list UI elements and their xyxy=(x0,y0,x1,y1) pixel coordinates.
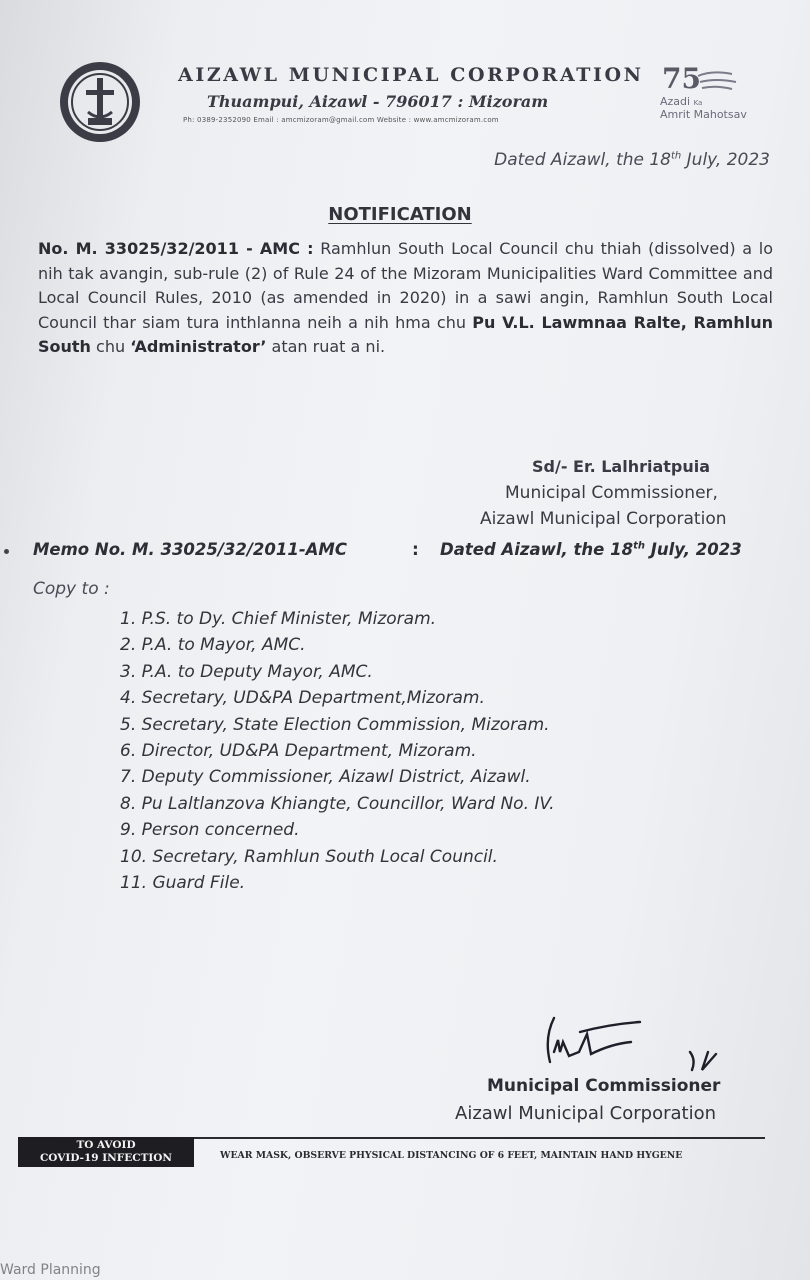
list-item: 10. Secretary, Ramhlun South Local Council. xyxy=(120,846,498,867)
azadi-logo-text xyxy=(660,96,747,121)
covid-label-box xyxy=(18,1137,194,1167)
covid-label-line2: COVID-19 INFECTION xyxy=(39,1152,173,1164)
notification-title-text: NOTIFICATION xyxy=(328,204,472,225)
body-text-1: Ramhlun South Local Council chu thiah (dissolved) a lo nih tak avangin, sub-rule (2) of Rule 24 of the Mizoram Municipalities Ward Committee and Local Council Rules, 2010 (as amended in 2020) in a sawi angin, Ramhlun South Local Council thar siam tura inthlanna neih a nih hma chu xyxy=(38,239,774,332)
signature-office: Aizawl Municipal Corporation xyxy=(455,1103,716,1124)
list-item: 4. Secretary, UD&PA Department,Mizoram. xyxy=(120,688,485,709)
memo-date-prefix: Dated Aizawl, the 18 xyxy=(440,540,634,559)
memo-number: Memo No. M. 33025/32/2011-AMC xyxy=(33,540,347,559)
svg-text:75: 75 xyxy=(662,62,701,95)
signatory-designation: Municipal Commissioner, xyxy=(505,483,718,503)
amc-seal-logo xyxy=(58,60,142,144)
notification-title xyxy=(0,204,800,225)
notification-date-prefix: Dated Aizawl, the 18 xyxy=(494,150,671,170)
notification-date xyxy=(494,150,770,170)
memo-date xyxy=(440,540,742,559)
list-item: 6. Director, UD&PA Department, Mizoram. xyxy=(120,740,477,761)
administrator-title: ‘Administrator’ xyxy=(130,337,267,356)
list-item: 5. Secretary, State Election Commission, Mizoram. xyxy=(120,714,550,735)
list-item: 3. P.A. to Deputy Mayor, AMC. xyxy=(120,661,373,682)
signature-designation: Municipal Commissioner xyxy=(487,1076,721,1096)
azadi-text-line1: Azadi xyxy=(660,95,691,108)
list-item: 11. Guard File. xyxy=(120,872,246,893)
org-address: Thuampui, Aizawl - 796017 : Mizoram xyxy=(207,92,549,111)
list-item: 1. P.S. to Dy. Chief Minister, Mizoram. xyxy=(120,609,437,629)
body-text-2: chu xyxy=(90,337,131,356)
notification-date-sup: th xyxy=(671,150,682,162)
org-name: AIZAWL MUNICIPAL CORPORATION xyxy=(178,64,644,86)
administrator-name: Pu V.L. Lawmnaa Ralte, Ramhlun South xyxy=(38,312,774,356)
body-text-3: atan ruat a ni. xyxy=(266,337,386,356)
memo-date-sup: th xyxy=(633,540,645,552)
memo-date-suffix: July, 2023 xyxy=(644,540,742,559)
list-item: 2. P.A. to Mayor, AMC. xyxy=(120,635,306,656)
signatory-office: Aizawl Municipal Corporation xyxy=(480,509,727,529)
azadi-text-ka: Ka xyxy=(693,99,703,107)
notification-date-suffix: July, 2023 xyxy=(681,150,770,170)
covid-label-line1: TO AVOID xyxy=(76,1139,136,1151)
signatory-block xyxy=(480,454,770,532)
memo-separator: : xyxy=(412,540,419,560)
list-item: 7. Deputy Commissioner, Aizawl District, Aizawl. xyxy=(120,767,531,788)
list-item: 9. Person concerned. xyxy=(120,820,300,841)
copy-to-list xyxy=(120,606,780,896)
copy-to-label: Copy to : xyxy=(33,579,110,599)
next-page-fragment: Ward Planning xyxy=(0,1262,101,1278)
list-item: 8. Pu Laltlanzova Khiangte, Councillor, Ward No. IV. xyxy=(120,793,555,814)
org-contact: Ph: 0389-2352090 Email : amcmizoram@gmail.com Website : www.amcmizoram.com xyxy=(183,116,499,124)
margin-mark xyxy=(4,549,9,554)
covid-message: WEAR MASK, OBSERVE PHYSICAL DISTANCING OF 6 FEET, MAINTAIN HAND HYGENE xyxy=(220,1150,683,1161)
notification-body xyxy=(38,237,773,360)
notification-number: No. M. 33025/32/2011 - AMC : xyxy=(38,239,314,258)
azadi-text-line2: Amrit Mahotsav xyxy=(660,108,747,121)
signatory-name: Sd/- Er. Lalhriatpuia xyxy=(532,457,711,476)
